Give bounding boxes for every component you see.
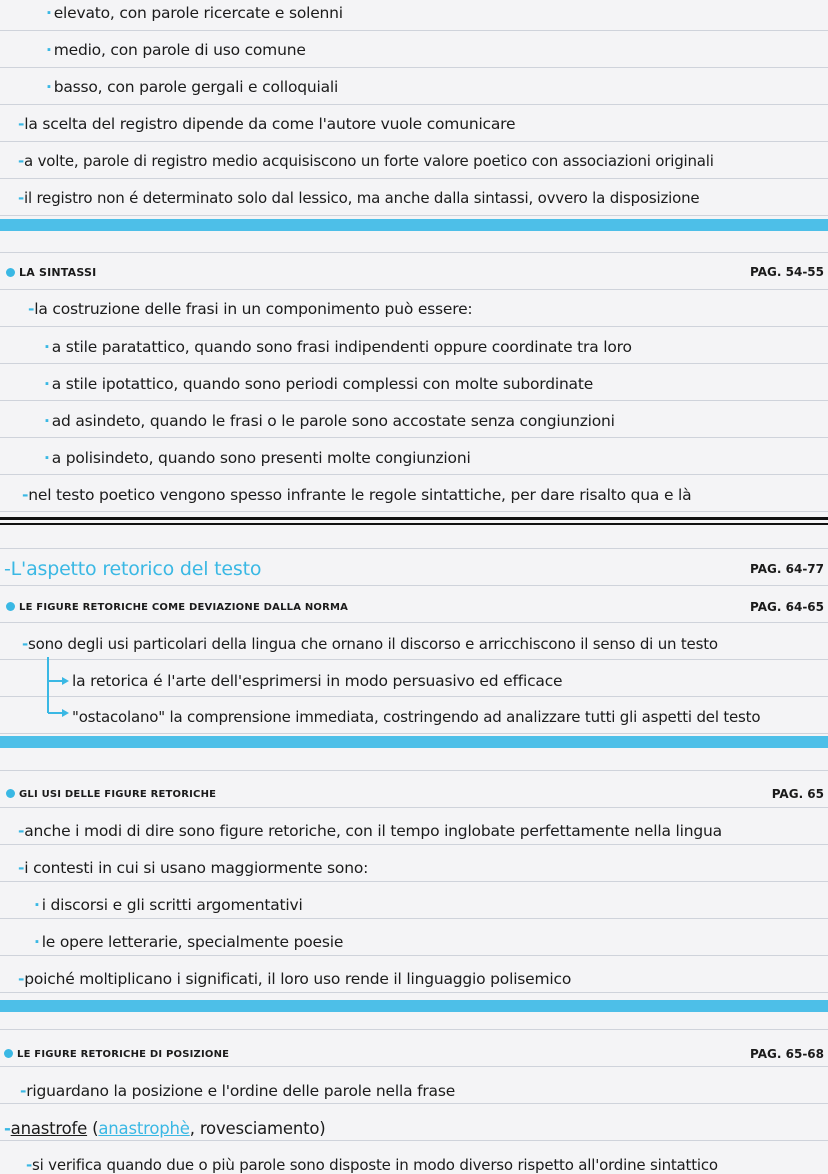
section-heading-usi: GLI USI DELLE FIGURE RETORICHE bbox=[6, 789, 216, 800]
page-ref: PAG. 64-65 bbox=[750, 600, 824, 614]
divider-line bbox=[0, 523, 828, 525]
figure-retorica-art: la retorica é l'arte dell'esprimersi in modo persuasivo ed efficace bbox=[72, 672, 563, 690]
sintassi-polisindeto: · a polisindeto, quando sono presenti molte congiunzioni bbox=[44, 449, 471, 467]
page-ref: PAG. 65-68 bbox=[750, 1047, 824, 1061]
divider-bar bbox=[0, 1000, 828, 1012]
bullet-dot-icon bbox=[6, 602, 15, 611]
sintassi-intro: -la costruzione delle frasi in un componimento può essere: bbox=[28, 300, 473, 318]
bullet-dot-icon bbox=[4, 1049, 13, 1058]
page-ref: PAG. 54-55 bbox=[750, 265, 824, 279]
page-ref: PAG. 65 bbox=[771, 787, 824, 801]
register-choice: -la scelta del registro dipende da come l'autore vuole comunicare bbox=[18, 115, 516, 133]
divider-bar bbox=[0, 219, 828, 231]
divider-bar bbox=[0, 736, 828, 748]
register-medium: · medio, con parole di uso comune bbox=[46, 41, 306, 59]
register-medium-poetic: -a volte, parole di registro medio acquisiscono un forte valore poetico con associazioni originali bbox=[18, 152, 714, 170]
figure-ostacolano: "ostacolano" la comprensione immediata, costringendo ad analizzare tutti gli aspetti del testo bbox=[72, 708, 761, 726]
figure-definition: -sono degli usi particolari della lingua che ornano il discorso e arricchiscono il senso di un testo bbox=[22, 635, 718, 653]
page-ref: PAG. 64-77 bbox=[750, 562, 824, 576]
usi-polisemico: -poiché moltiplicano i significati, il loro uso rende il linguaggio polisemico bbox=[18, 970, 572, 988]
usi-contesti: -i contesti in cui si usano maggiormente sono: bbox=[18, 859, 369, 877]
sintassi-ipotattico: · a stile ipotattico, quando sono periodi complessi con molte subordinate bbox=[44, 375, 594, 393]
anastrofe-term: -anastrofe (anastrophè, rovesciamento) bbox=[4, 1119, 326, 1138]
section-heading-figure: LE FIGURE RETORICHE COME DEVIAZIONE DALLA NORMA bbox=[6, 602, 348, 613]
sintassi-paratattico: · a stile paratattico, quando sono frasi indipendenti oppure coordinate tra loro bbox=[44, 338, 632, 356]
posizione-definition: -riguardano la posizione e l'ordine delle parole nella frase bbox=[20, 1082, 456, 1100]
divider-line bbox=[0, 517, 828, 520]
register-high: · elevato, con parole ricercate e solenni bbox=[46, 4, 343, 22]
register-low: · basso, con parole gergali e colloquiali bbox=[46, 78, 339, 96]
section-heading-posizione: LE FIGURE RETORICHE DI POSIZIONE bbox=[4, 1049, 229, 1060]
anastrofe-definition: -si verifica quando due o più parole sono disposte in modo diverso rispetto all'ordine sintattico bbox=[26, 1156, 718, 1174]
arrow-icon bbox=[44, 655, 74, 727]
section-title-retorico: -L'aspetto retorico del testo bbox=[4, 558, 262, 580]
bullet-dot-icon bbox=[6, 268, 15, 277]
usi-discorsi: · i discorsi e gli scritti argomentativi bbox=[34, 896, 303, 914]
register-syntax: -il registro non é determinato solo dal lessico, ma anche dalla sintassi, ovvero la disposizione bbox=[18, 189, 700, 207]
bullet-dot-icon bbox=[6, 789, 15, 798]
section-heading-sintassi: LA SINTASSI bbox=[6, 266, 96, 279]
sintassi-note: -nel testo poetico vengono spesso infrante le regole sintattiche, per dare risalto qua e là bbox=[22, 486, 692, 504]
sintassi-asindeto: · ad asindeto, quando le frasi o le parole sono accostate senza congiunzioni bbox=[44, 412, 615, 430]
usi-opere: · le opere letterarie, specialmente poesie bbox=[34, 933, 344, 951]
usi-modi-di-dire: -anche i modi di dire sono figure retoriche, con il tempo inglobate perfettamente nella lingua bbox=[18, 822, 722, 840]
